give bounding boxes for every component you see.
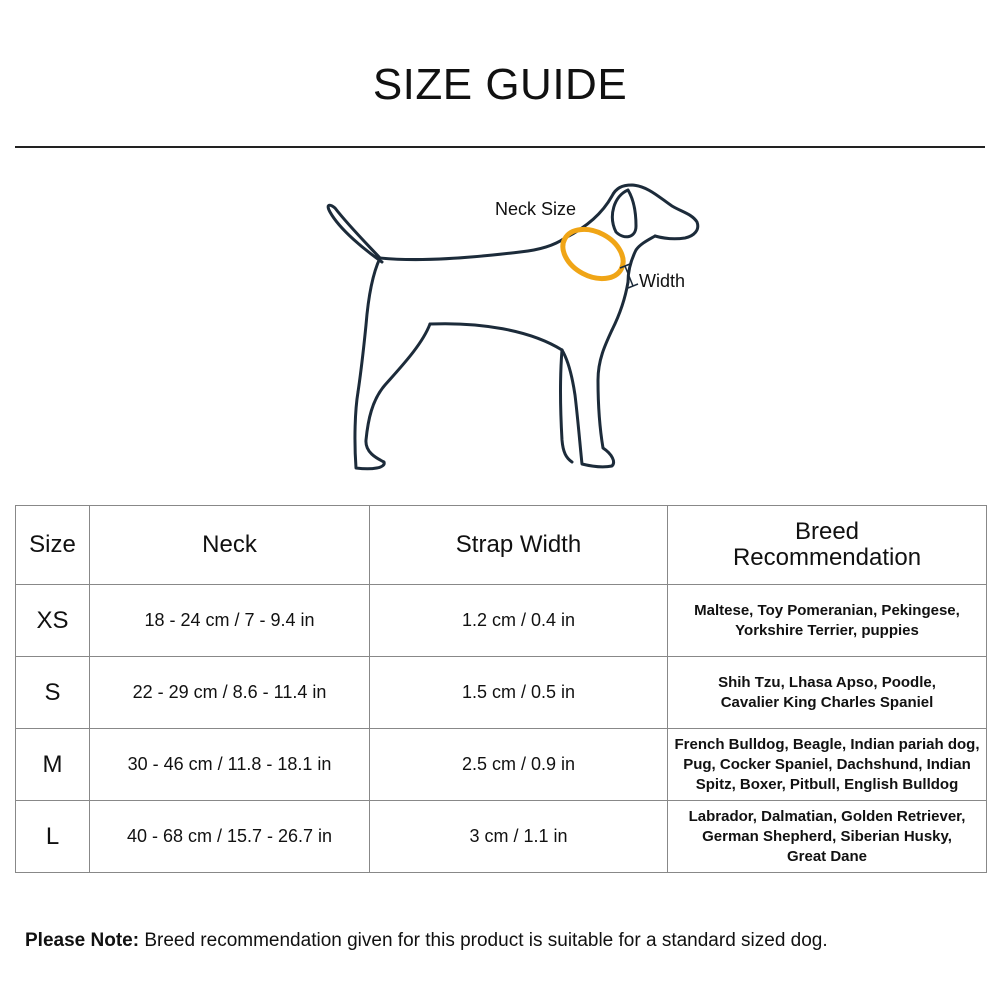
note-label: Please Note: — [25, 930, 140, 951]
breed-recommendation — [668, 729, 987, 801]
breed-line: Yorkshire Terrier, puppies — [735, 621, 919, 639]
header-breed-recommendation — [668, 506, 987, 585]
size-chart-table — [15, 505, 987, 873]
table-header-row — [16, 506, 987, 585]
neck-range: 18 - 24 cm / 7 - 9.4 in — [90, 585, 370, 657]
strap-width-value: 1.2 cm / 0.4 in — [370, 585, 668, 657]
page-title: SIZE GUIDE — [372, 60, 628, 109]
neck-range: 40 - 68 cm / 15.7 - 26.7 in — [90, 801, 370, 873]
header-neck: Neck — [90, 506, 370, 585]
size-value: XS — [16, 585, 90, 657]
dog-measurement-figure — [310, 180, 710, 480]
neck-range: 30 - 46 cm / 11.8 - 18.1 in — [90, 729, 370, 801]
size-value: M — [16, 729, 90, 801]
breed-line: Pug, Cocker Spaniel, Dachshund, Indian — [683, 755, 971, 773]
footer-note — [25, 930, 828, 952]
dog-outline-illustration — [310, 180, 710, 480]
breed-line: Spitz, Boxer, Pitbull, English Bulldog — [695, 775, 959, 793]
table-row — [16, 729, 987, 801]
size-value: S — [16, 657, 90, 729]
breed-recommendation — [668, 801, 987, 873]
title-divider — [15, 146, 985, 148]
breed-line: Great Dane — [786, 847, 868, 865]
breed-recommendation — [668, 657, 987, 729]
strap-width-value: 3 cm / 1.1 in — [370, 801, 668, 873]
breed-line: Cavalier King Charles Spaniel — [720, 693, 934, 711]
size-value: L — [16, 801, 90, 873]
breed-recommendation — [668, 585, 987, 657]
strap-width-value: 2.5 cm / 0.9 in — [370, 729, 668, 801]
header-strap-width: Strap Width — [370, 506, 668, 585]
header-size: Size — [16, 506, 90, 585]
breed-line: German Shepherd, Siberian Husky, — [702, 827, 952, 845]
breed-line: Shih Tzu, Lhasa Apso, Poodle, — [718, 673, 936, 691]
table-row — [16, 801, 987, 873]
header-breed-line: Recommendation — [732, 544, 922, 571]
breed-line: French Bulldog, Beagle, Indian pariah dog, — [674, 735, 980, 753]
neck-size-label: Neck Size — [495, 199, 577, 219]
table-row — [16, 585, 987, 657]
breed-line: Labrador, Dalmatian, Golden Retriever, — [688, 807, 966, 825]
strap-width-value: 1.5 cm / 0.5 in — [370, 657, 668, 729]
width-label: Width — [639, 271, 686, 291]
note-text: Breed recommendation given for this product is suitable for a standard sized dog. — [139, 930, 828, 951]
neck-range: 22 - 29 cm / 8.6 - 11.4 in — [90, 657, 370, 729]
table-row — [16, 657, 987, 729]
header-breed-line: Breed — [794, 518, 860, 545]
dog-outline — [328, 185, 698, 469]
collar-indicator — [554, 220, 631, 289]
breed-line: Maltese, Toy Pomeranian, Pekingese, — [694, 601, 960, 619]
